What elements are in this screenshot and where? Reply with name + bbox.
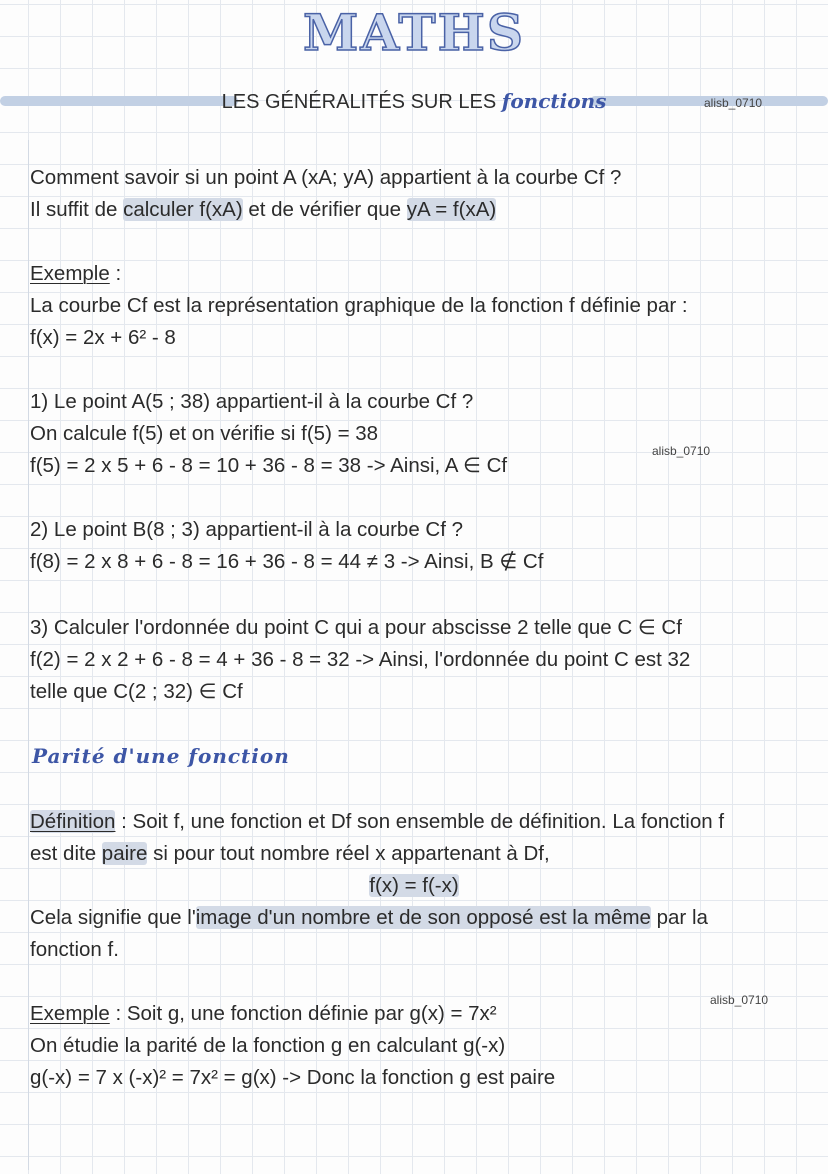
example2-label: Exemple (30, 1002, 110, 1025)
definition-line: est dite paire si pour tout nombre réel x appartenant à Df, (30, 842, 550, 865)
definition-line: Définition : Soit f, une fonction et Df son ensemble de définition. La fonction f (30, 810, 725, 833)
watermark: alisb_0710 (710, 993, 769, 1007)
highlight: calculer f(xA) (123, 198, 243, 221)
highlight: image d'un nombre et de son opposé est la même (195, 906, 651, 929)
example1-label: Exemple : (30, 262, 122, 285)
example2-line: On étudie la parité de la fonction g en calculant g(-x) (30, 1034, 506, 1057)
intro-question: Comment savoir si un point A (xA; yA) appartient à la courbe Cf ? (30, 166, 622, 189)
q2-line: 2) Le point B(8 ; 3) appartient-il à la courbe Cf ? (30, 518, 464, 541)
watermark: alisb_0710 (704, 96, 763, 110)
subtitle-main: LES GÉNÉRALITÉS SUR LES (221, 91, 497, 113)
q1-line: 1) Le point A(5 ; 38) appartient-il à la courbe Cf ? (30, 390, 474, 413)
q1-line: On calcule f(5) et on vérifie si f(5) = 38 (30, 422, 379, 445)
example1-line: La courbe Cf est la représentation graphique de la fonction f définie par : (30, 294, 688, 317)
highlight: yA = f(xA) (406, 198, 497, 221)
margin-line (28, 140, 29, 1170)
q3-line: 3) Calculer l'ordonnée du point C qui a pour abscisse 2 telle que C ∈ Cf (30, 616, 682, 639)
page-title: MATHS (303, 3, 525, 62)
definition-label: Définition (30, 810, 116, 833)
subtitle-accent: fonctions (501, 89, 607, 113)
function-definition: f(x) = 2x + 6² - 8 (30, 326, 176, 349)
meaning-line: fonction f. (30, 938, 119, 961)
example2-line: Exemple : Soit g, une fonction définie par g(x) = 7x² (30, 1002, 497, 1025)
section-heading: Parité d'une fonction (32, 744, 290, 768)
watermark: alisb_0710 (652, 444, 711, 458)
q2-line: f(8) = 2 x 8 + 6 - 8 = 16 + 36 - 8 = 44 ≠ 3 -> Ainsi, B ∉ Cf (30, 550, 544, 573)
meaning-line: Cela signifie que l'image d'un nombre et de son opposé est la même par la (30, 906, 708, 929)
highlight: paire (101, 842, 148, 865)
example2-line: g(-x) = 7 x (-x)² = 7x² = g(x) -> Donc la fonction g est paire (30, 1066, 556, 1089)
q3-line: telle que C(2 ; 32) ∈ Cf (30, 680, 243, 703)
parity-formula: f(x) = f(-x) (369, 874, 459, 897)
intro-answer: Il suffit de calculer f(xA) et de vérifier que yA = f(xA) (30, 198, 497, 221)
q1-line: f(5) = 2 x 5 + 6 - 8 = 10 + 36 - 8 = 38 -> Ainsi, A ∈ Cf (30, 454, 508, 477)
q3-line: f(2) = 2 x 2 + 6 - 8 = 4 + 36 - 8 = 32 -> Ainsi, l'ordonnée du point C est 32 (30, 648, 691, 671)
